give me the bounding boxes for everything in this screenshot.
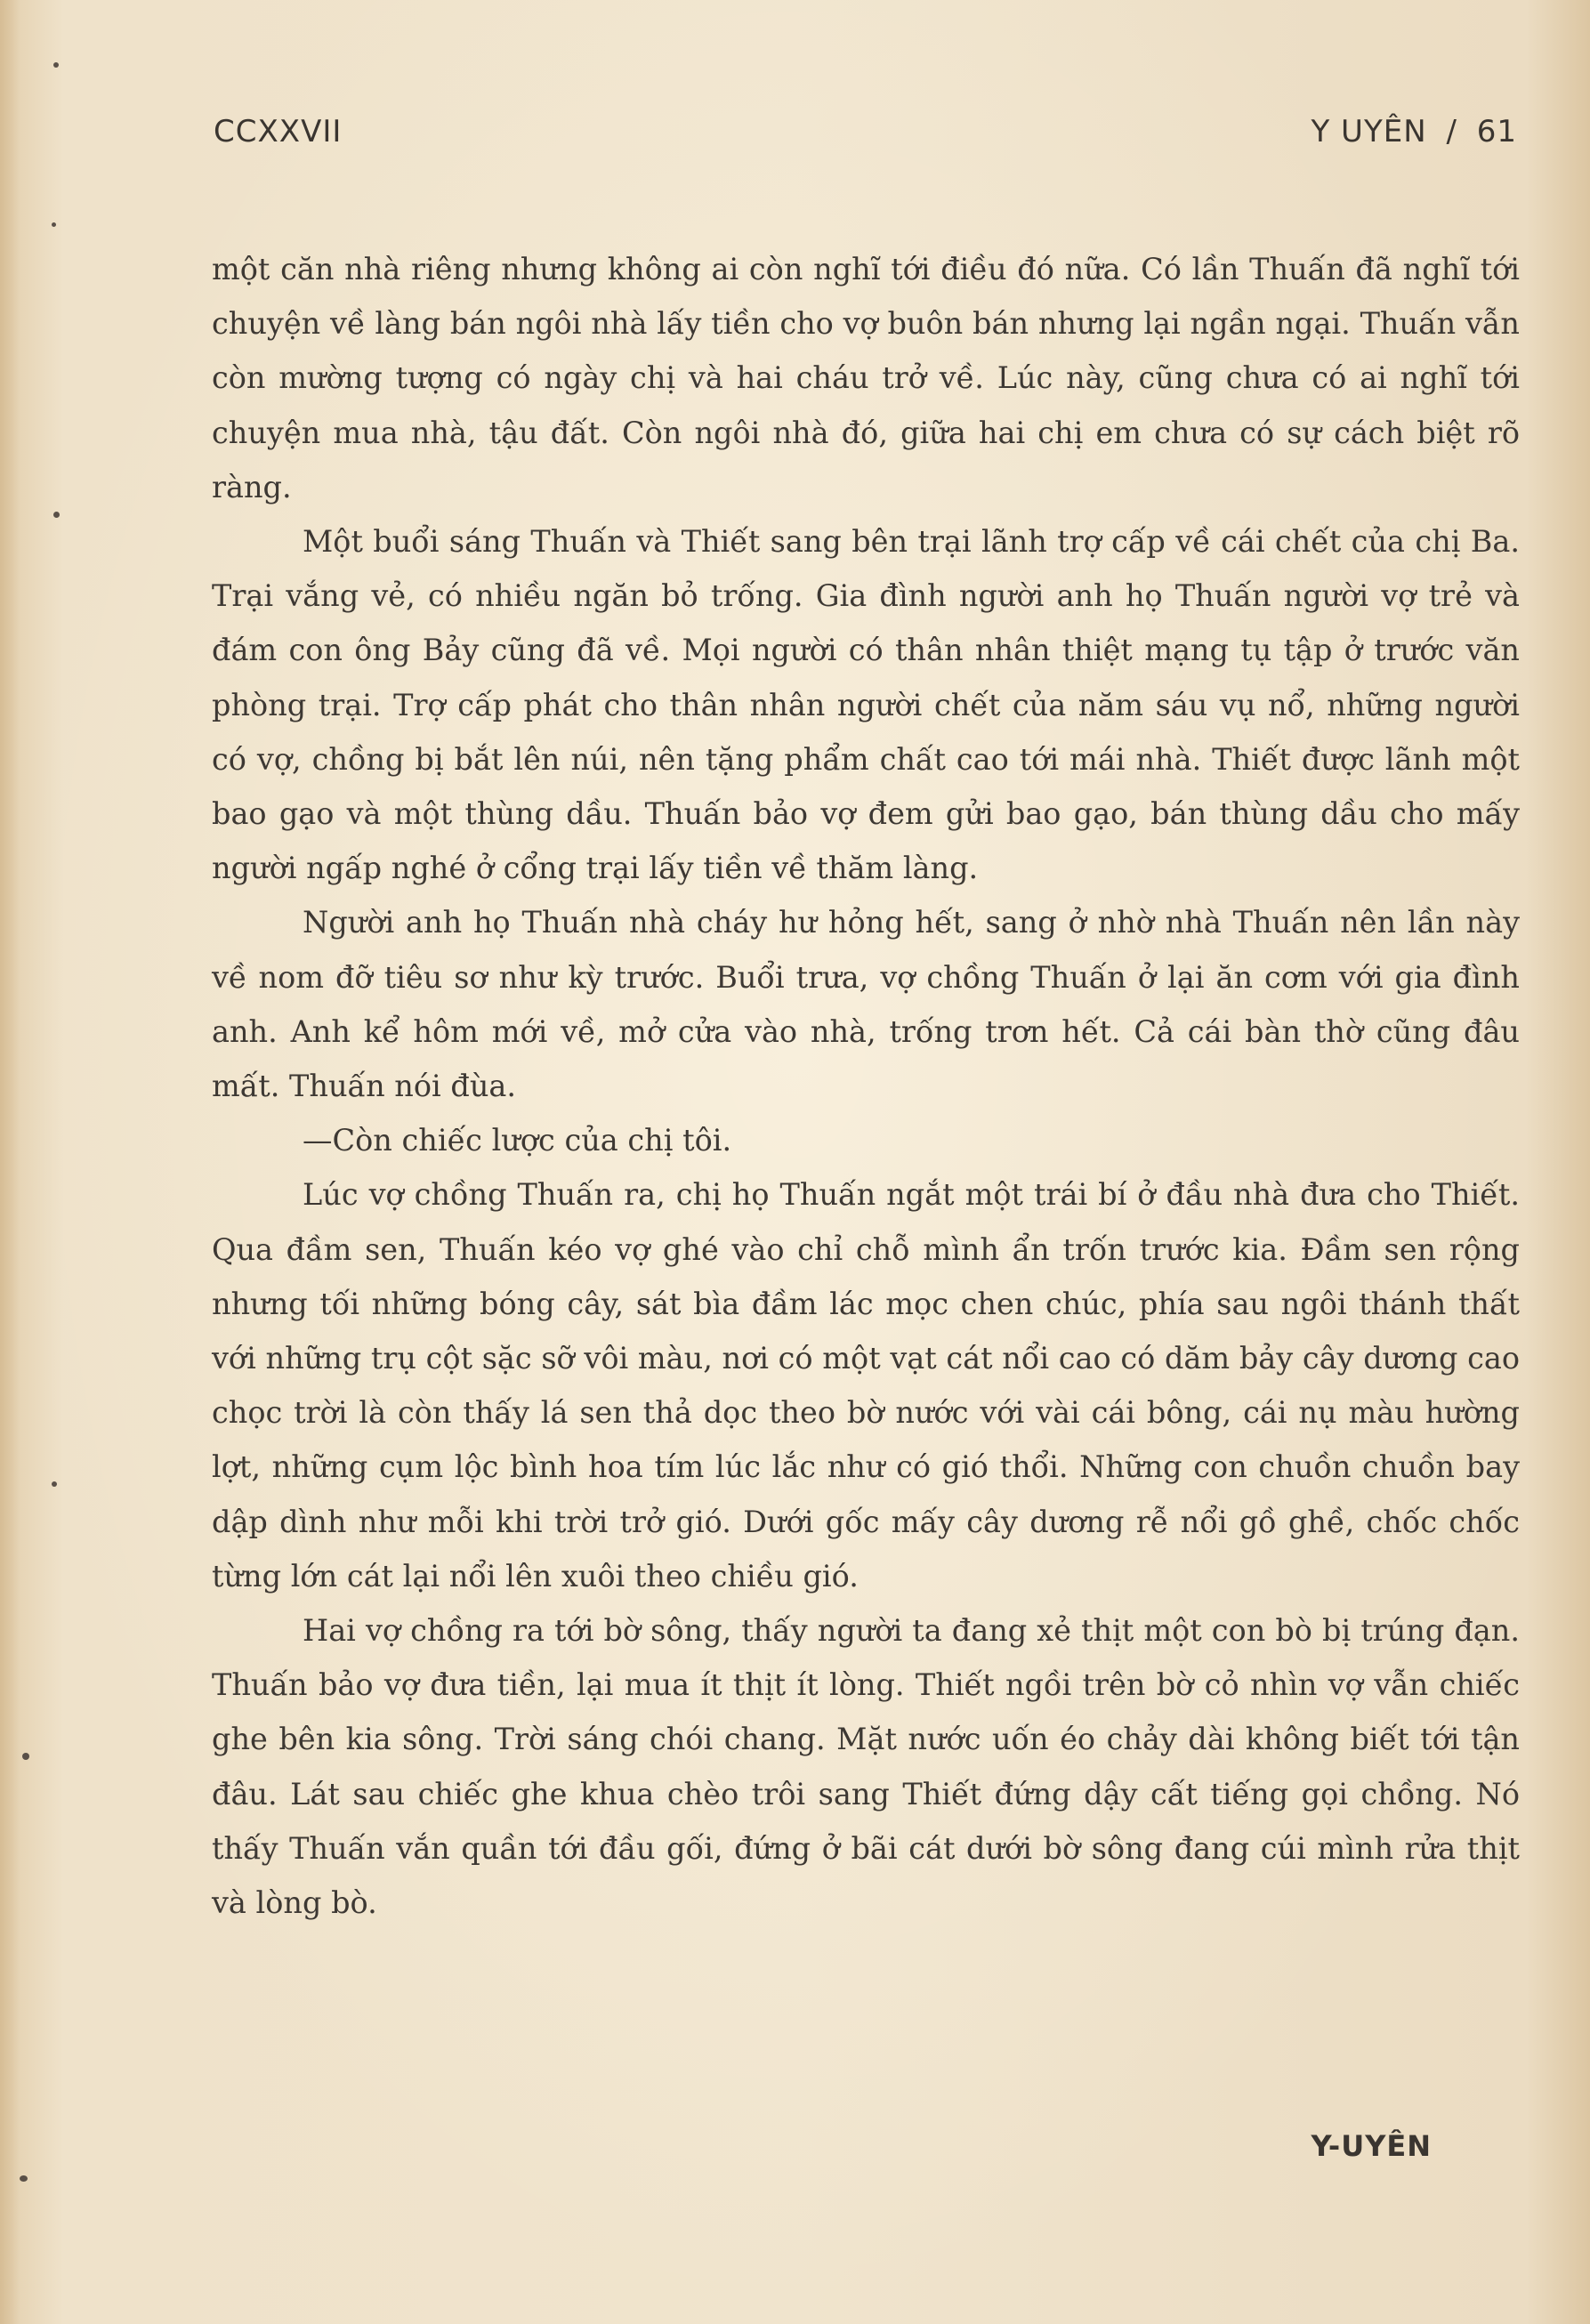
body-text — [212, 242, 1520, 1930]
paragraph: một căn nhà riêng nhưng không ai còn nghĩ tới điều đó nữa. Có lần Thuấn đã nghĩ tới chuyện về làng bán ngôi nhà lấy tiền cho vợ buôn bán nhưng lại ngần ngại. Thuấn vẫn còn mường tượng có ngày chị và hai cháu trở về. Lúc này, cũng chưa có ai nghĩ tới chuyện mua nhà, tậu đất. Còn ngôi nhà đó, giữa hai chị em chưa có sự cách biệt rõ ràng. — [212, 252, 1520, 504]
paper-speck — [20, 2175, 28, 2182]
paper-speck — [53, 512, 60, 518]
header-separator: / — [1446, 114, 1457, 149]
author-name: Y UYÊN — [1311, 114, 1427, 149]
paper-speck — [52, 1481, 57, 1487]
paper-speck — [52, 222, 56, 227]
running-header — [214, 105, 1517, 158]
page-edge-shadow — [0, 0, 20, 2324]
paper-speck — [22, 1753, 29, 1760]
dialogue-line: —Còn chiếc lược của chị tôi. — [303, 1123, 732, 1158]
paragraph: Một buổi sáng Thuấn và Thiết sang bên trại lãnh trợ cấp về cái chết của chị Ba. Trại vắng vẻ, có nhiều ngăn bỏ trống. Gia đình người anh họ Thuấn người vợ trẻ và đám con ông Bảy cũng đã về. Mọi người có thân nhân thiệt mạng tụ tập ở trước văn phòng trại. Trợ cấp phát cho thân nhân người chết của năm sáu vụ nổ, những người có vợ, chồng bị bắt lên núi, nên tặng phẩm chất cao tới mái nhà. Thiết được lãnh một bao gạo và một thùng dầu. Thuấn bảo vợ đem gửi bao gạo, bán thùng dầu cho mấy người ngấp nghé ở cổng trại lấy tiền về thăm làng. — [212, 524, 1520, 886]
paragraph: Người anh họ Thuấn nhà cháy hư hỏng hết, sang ở nhờ nhà Thuấn nên lần này về nom đỡ tiêu sơ như kỳ trước. Buổi trưa, vợ chồng Thuấn ở lại ăn cơm với gia đình anh. Anh kể hôm mới về, mở cửa vào nhà, trống trơn hết. Cả cái bàn thờ cũng đâu mất. Thuấn nói đùa. — [212, 905, 1520, 1104]
paragraph: Hai vợ chồng ra tới bờ sông, thấy người ta đang xẻ thịt một con bò bị trúng đạn. Thuấn bảo vợ đưa tiền, lại mua ít thịt ít lòng. Thiết ngồi trên bờ cỏ nhìn vợ vẫn chiếc ghe bên kia sông. Trời sáng chói chang. Mặt nước uốn éo chảy dài không biết tới tận đâu. Lát sau chiếc ghe khua chèo trôi sang Thiết đứng dậy cất tiếng gọi chồng. Nó thấy Thuấn vắn quần tới đầu gối, đứng ở bãi cát dưới bờ sông đang cúi mình rửa thịt và lòng bò. — [212, 1613, 1520, 1921]
author-signature: Y-UYÊN — [1311, 2129, 1432, 2163]
page-number: 61 — [1476, 114, 1517, 149]
section-number: CCXXVII — [214, 114, 343, 149]
paper-speck — [53, 62, 59, 68]
paragraph: Lúc vợ chồng Thuấn ra, chị họ Thuấn ngắt một trái bí ở đầu nhà đưa cho Thiết. Qua đầm sen, Thuấn kéo vợ ghé vào chỉ chỗ mình ẩn trốn trước kia. Đầm sen rộng nhưng tối những bóng cây, sát bìa đầm lác mọc chen chúc, phía sau ngôi thánh thất với những trụ cột sặc sỡ vôi màu, nơi có một vạt cát nổi cao có dăm bảy cây dương cao chọc trời là còn thấy lá sen thả dọc theo bờ nước với vài cái bông, cái nụ màu hường lợt, những cụm lộc bình hoa tím lúc lắc như có gió thổi. Những con chuồn chuồn bay dập dình như mỗi khi trời trở gió. Dưới gốc mấy cây dương rễ nổi gồ ghề, chốc chốc từng lớn cát lại nổi lên xuôi theo chiều gió. — [212, 1177, 1520, 1594]
header-right — [1302, 114, 1517, 149]
